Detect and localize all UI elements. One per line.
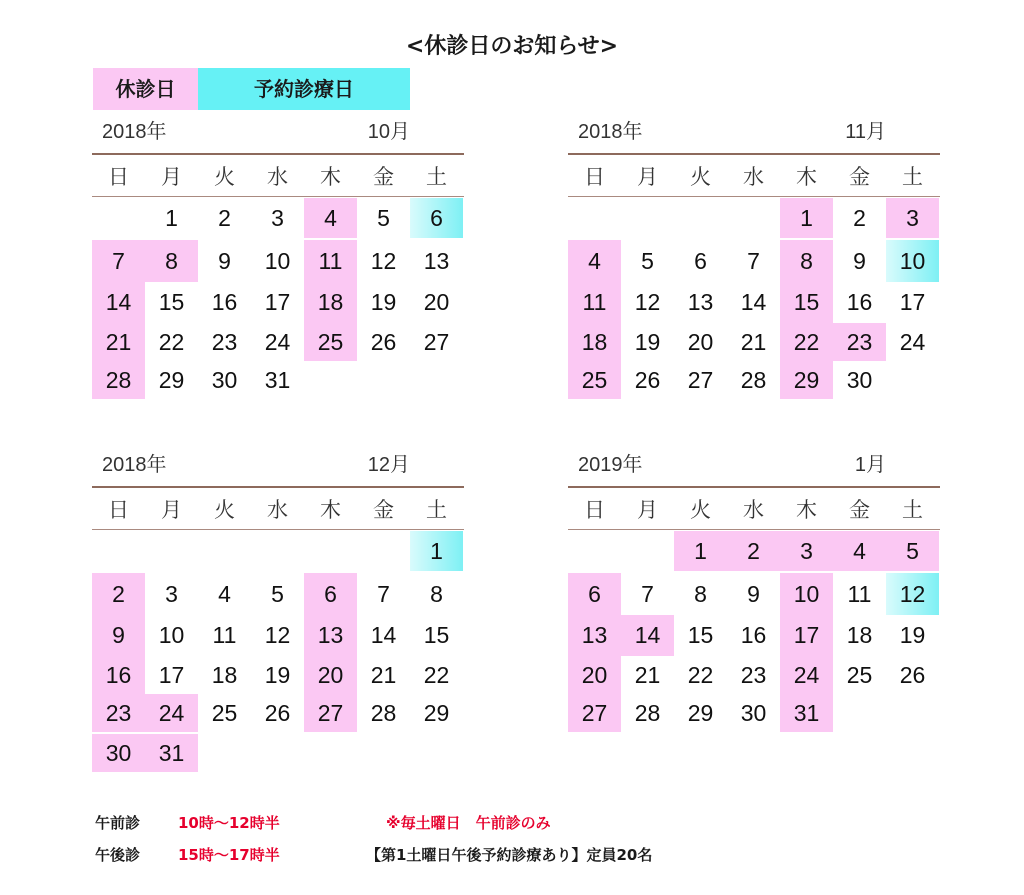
calendar-weekday-rule <box>92 196 464 197</box>
calendar-month: 1月 <box>854 454 886 476</box>
calendar-2018-12 <box>92 450 464 766</box>
day-cell: 12 <box>370 248 397 274</box>
day-cell: 29 <box>687 700 714 726</box>
closed-day-cell: 27 <box>304 694 357 732</box>
day-cell: 27 <box>687 367 714 393</box>
day-cell: 20 <box>423 289 450 315</box>
weekday-label: 金 <box>373 165 394 189</box>
day-cell: 28 <box>634 700 661 726</box>
closed-day-cell: 2 <box>92 573 145 615</box>
legend-reservation-day: 予約診療日 <box>198 68 410 110</box>
closed-day-cell: 1 <box>674 531 727 571</box>
day-cell: 19 <box>899 622 926 648</box>
morning-note: ※毎土曜日 午前診のみ <box>386 814 551 832</box>
weekday-label: 木 <box>796 498 817 522</box>
day-cell: 3 <box>165 581 178 607</box>
day-cell: 5 <box>271 581 284 607</box>
day-cell: 5 <box>641 248 654 274</box>
day-cell: 21 <box>740 329 767 355</box>
closed-day-cell: 30 <box>92 734 145 772</box>
day-cell: 31 <box>264 367 291 393</box>
calendar-year: 2019年 <box>578 454 643 476</box>
day-cell: 25 <box>846 662 873 688</box>
day-cell: 19 <box>264 662 291 688</box>
day-cell: 14 <box>370 622 397 648</box>
day-cell: 11 <box>847 581 872 607</box>
day-cell: 30 <box>740 700 767 726</box>
day-cell: 8 <box>694 581 707 607</box>
day-cell: 22 <box>687 662 714 688</box>
day-cell: 29 <box>158 367 185 393</box>
reservation-day-cell: 10 <box>886 240 939 282</box>
closed-day-cell: 5 <box>886 531 939 571</box>
day-cell: 24 <box>264 329 291 355</box>
day-cell: 23 <box>211 329 238 355</box>
day-cell: 7 <box>641 581 654 607</box>
day-cell: 19 <box>370 289 397 315</box>
closed-day-cell: 18 <box>304 282 357 323</box>
day-cell: 5 <box>377 205 390 231</box>
day-cell: 22 <box>158 329 185 355</box>
weekday-label: 木 <box>796 165 817 189</box>
day-cell: 12 <box>264 622 291 648</box>
day-cell: 17 <box>158 662 185 688</box>
day-cell: 14 <box>740 289 767 315</box>
closed-day-cell: 28 <box>92 361 145 399</box>
closed-day-cell: 20 <box>304 656 357 694</box>
closed-day-cell: 3 <box>780 531 833 571</box>
weekday-label: 日 <box>584 498 605 522</box>
weekday-label: 土 <box>426 498 447 522</box>
closed-day-cell: 13 <box>304 615 357 656</box>
reservation-day-cell: 1 <box>410 531 463 571</box>
weekday-label: 月 <box>161 165 182 189</box>
calendar-weekday-rule <box>568 529 940 530</box>
closed-day-cell: 4 <box>568 240 621 282</box>
calendar-year: 2018年 <box>578 121 643 143</box>
day-cell: 13 <box>687 289 714 315</box>
day-cell: 6 <box>694 248 707 274</box>
weekday-label: 月 <box>637 165 658 189</box>
calendar-weekday-rule <box>92 529 464 530</box>
weekday-label: 木 <box>320 165 341 189</box>
calendar-month: 12月 <box>367 454 410 476</box>
weekday-label: 月 <box>637 498 658 522</box>
closed-day-cell: 24 <box>780 656 833 694</box>
day-cell: 26 <box>899 662 926 688</box>
day-cell: 4 <box>218 581 231 607</box>
closed-day-cell: 21 <box>92 323 145 361</box>
day-cell: 18 <box>846 622 873 648</box>
weekday-label: 金 <box>849 498 870 522</box>
day-cell: 1 <box>165 205 178 231</box>
afternoon-time: 15時～17時半 <box>178 846 280 864</box>
calendar-month: 10月 <box>367 121 410 143</box>
day-cell: 7 <box>747 248 760 274</box>
closed-day-cell: 3 <box>886 198 939 238</box>
day-cell: 10 <box>264 248 291 274</box>
closed-day-cell: 8 <box>145 240 198 282</box>
day-cell: 13 <box>423 248 450 274</box>
weekday-label: 水 <box>743 165 764 189</box>
closed-day-cell: 13 <box>568 615 621 656</box>
day-cell: 9 <box>747 581 760 607</box>
weekday-label: 火 <box>690 165 711 189</box>
day-cell: 10 <box>158 622 185 648</box>
closed-day-cell: 6 <box>304 573 357 615</box>
closed-day-cell: 20 <box>568 656 621 694</box>
day-cell: 9 <box>218 248 231 274</box>
closed-day-cell: 23 <box>92 694 145 732</box>
closed-day-cell: 18 <box>568 323 621 361</box>
closed-day-cell: 15 <box>780 282 833 323</box>
day-cell: 3 <box>271 205 284 231</box>
weekday-label: 金 <box>373 498 394 522</box>
day-cell: 8 <box>430 581 443 607</box>
calendar-header-rule <box>92 153 464 155</box>
day-cell: 22 <box>423 662 450 688</box>
day-cell: 16 <box>740 622 767 648</box>
day-cell: 26 <box>370 329 397 355</box>
closed-day-cell: 2 <box>727 531 780 571</box>
closed-day-cell: 11 <box>568 282 621 323</box>
day-cell: 9 <box>853 248 866 274</box>
day-cell: 21 <box>370 662 397 688</box>
closed-day-cell: 31 <box>145 734 198 772</box>
day-cell: 30 <box>211 367 238 393</box>
day-cell: 23 <box>740 662 767 688</box>
closed-day-cell: 27 <box>568 694 621 732</box>
closed-day-cell: 31 <box>780 694 833 732</box>
day-cell: 27 <box>423 329 450 355</box>
calendar-header-rule <box>568 486 940 488</box>
closed-day-cell: 22 <box>780 323 833 361</box>
closed-day-cell: 1 <box>780 198 833 238</box>
day-cell: 29 <box>423 700 450 726</box>
day-cell: 28 <box>370 700 397 726</box>
closed-day-cell: 8 <box>780 240 833 282</box>
calendar-year: 2018年 <box>102 121 167 143</box>
day-cell: 11 <box>212 622 237 648</box>
calendar-2019-01 <box>568 450 940 740</box>
page-title: <休診日のお知らせ> <box>405 34 619 59</box>
weekday-label: 土 <box>902 165 923 189</box>
day-cell: 12 <box>634 289 661 315</box>
weekday-label: 火 <box>690 498 711 522</box>
day-cell: 24 <box>899 329 926 355</box>
calendar-header-rule <box>568 153 940 155</box>
day-cell: 28 <box>740 367 767 393</box>
legend-closed-day: 休診日 <box>93 68 198 110</box>
weekday-label: 金 <box>849 165 870 189</box>
closed-day-cell: 9 <box>92 615 145 656</box>
afternoon-label: 午後診 <box>95 846 141 864</box>
morning-label: 午前診 <box>95 814 141 832</box>
closed-day-cell: 25 <box>568 361 621 399</box>
weekday-label: 火 <box>214 165 235 189</box>
day-cell: 7 <box>377 581 390 607</box>
day-cell: 20 <box>687 329 714 355</box>
day-cell: 15 <box>423 622 450 648</box>
calendar-month: 11月 <box>845 121 886 143</box>
day-cell: 26 <box>634 367 661 393</box>
closed-day-cell: 14 <box>621 615 674 656</box>
afternoon-note: 【第1土曜日午後予約診療あり】定員20名 <box>366 846 653 864</box>
closed-day-cell: 16 <box>92 656 145 694</box>
weekday-label: 木 <box>320 498 341 522</box>
day-cell: 15 <box>158 289 185 315</box>
weekday-label: 日 <box>108 498 129 522</box>
weekday-label: 土 <box>426 165 447 189</box>
weekday-label: 月 <box>161 498 182 522</box>
day-cell: 2 <box>853 205 866 231</box>
weekday-label: 水 <box>267 498 288 522</box>
closed-day-cell: 6 <box>568 573 621 615</box>
calendar-weekday-rule <box>568 196 940 197</box>
closed-day-cell: 17 <box>780 615 833 656</box>
weekday-label: 火 <box>214 498 235 522</box>
reservation-day-cell: 12 <box>886 573 939 615</box>
closed-day-cell: 10 <box>780 573 833 615</box>
weekday-label: 水 <box>743 498 764 522</box>
day-cell: 16 <box>846 289 873 315</box>
day-cell: 16 <box>211 289 238 315</box>
day-cell: 17 <box>264 289 291 315</box>
closed-day-cell: 24 <box>145 694 198 732</box>
calendar-year: 2018年 <box>102 454 167 476</box>
closed-day-cell: 23 <box>833 323 886 361</box>
closed-day-cell: 29 <box>780 361 833 399</box>
day-cell: 17 <box>899 289 926 315</box>
calendar-2018-10 <box>92 117 464 407</box>
calendar-header-rule <box>92 486 464 488</box>
calendar-2018-11 <box>568 117 940 407</box>
day-cell: 21 <box>634 662 661 688</box>
closed-day-cell: 7 <box>92 240 145 282</box>
weekday-label: 土 <box>902 498 923 522</box>
day-cell: 15 <box>687 622 714 648</box>
morning-time: 10時～12時半 <box>178 814 280 832</box>
day-cell: 26 <box>264 700 291 726</box>
weekday-label: 日 <box>108 165 129 189</box>
closed-day-cell: 11 <box>304 240 357 282</box>
closed-day-cell: 25 <box>304 323 357 361</box>
weekday-label: 水 <box>267 165 288 189</box>
reservation-day-cell: 6 <box>410 198 463 238</box>
day-cell: 18 <box>211 662 238 688</box>
day-cell: 25 <box>211 700 238 726</box>
day-cell: 19 <box>634 329 661 355</box>
closed-day-cell: 4 <box>833 531 886 571</box>
day-cell: 30 <box>846 367 873 393</box>
day-cell: 2 <box>218 205 231 231</box>
weekday-label: 日 <box>584 165 605 189</box>
closed-day-cell: 4 <box>304 198 357 238</box>
closed-day-cell: 14 <box>92 282 145 323</box>
